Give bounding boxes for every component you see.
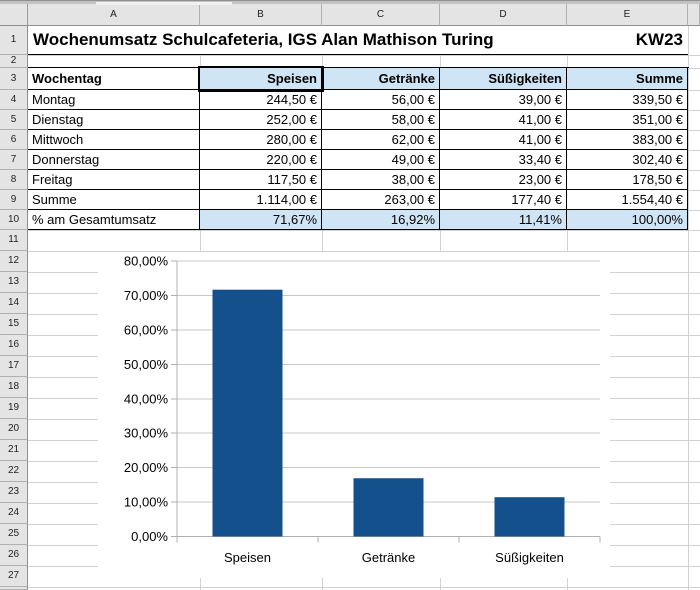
row-header-19[interactable]: 19 (0, 398, 28, 419)
cell-D6[interactable]: 41,00 € (440, 130, 567, 150)
chart-y-tick-label: 80,00% (123, 253, 168, 269)
title-row[interactable] (28, 26, 688, 55)
cell-A3[interactable]: Wochentag (28, 68, 200, 90)
cell-cursor-B3 (198, 66, 324, 92)
cell-B6[interactable]: 280,00 € (200, 130, 322, 150)
cell-D9[interactable]: 177,40 € (440, 190, 567, 210)
sheet-title-cell[interactable]: Wochenumsatz Schulcafeteria, IGS Alan Mathison Turing (33, 30, 494, 49)
chart-category-label: Speisen (224, 550, 271, 565)
cell-B8[interactable]: 117,50 € (200, 170, 322, 190)
chart-y-tick-label: 70,00% (123, 287, 168, 303)
column-header-C[interactable]: C (322, 4, 440, 26)
row-header-23[interactable]: 23 (0, 482, 28, 503)
cell-E3[interactable]: Summe (567, 68, 688, 90)
chart-y-tick-label: 50,00% (123, 356, 168, 372)
cell-E4[interactable]: 339,50 € (567, 90, 688, 110)
cell-E9[interactable]: 1.554,40 € (567, 190, 688, 210)
embedded-chart[interactable] (98, 252, 610, 578)
cell-E7[interactable]: 302,40 € (567, 150, 688, 170)
gridline-horizontal (28, 587, 700, 588)
row-header-5[interactable]: 5 (0, 110, 28, 130)
cell-E10[interactable]: 100,00% (567, 210, 688, 230)
row-header-7[interactable]: 7 (0, 150, 28, 170)
cell-C3[interactable]: Getränke (322, 68, 440, 90)
row-header-17[interactable]: 17 (0, 356, 28, 377)
row-header-9[interactable]: 9 (0, 190, 28, 210)
column-header-A[interactable]: A (28, 4, 200, 26)
row-header-22[interactable]: 22 (0, 461, 28, 482)
row-header-1[interactable]: 1 (0, 26, 28, 55)
row-header-24[interactable]: 24 (0, 503, 28, 524)
chart-y-tick-label: 30,00% (123, 425, 168, 441)
cell-D7[interactable]: 33,40 € (440, 150, 567, 170)
row-header-26[interactable]: 26 (0, 545, 28, 566)
cell-B10[interactable]: 71,67% (200, 210, 322, 230)
toolbar-edge (0, 0, 700, 4)
column-header-D[interactable]: D (440, 4, 567, 26)
chart-y-tick-label: 40,00% (123, 391, 168, 407)
cell-A4[interactable]: Montag (28, 90, 200, 110)
row-header-10[interactable]: 10 (0, 210, 28, 230)
cell-D8[interactable]: 23,00 € (440, 170, 567, 190)
cell-B5[interactable]: 252,00 € (200, 110, 322, 130)
row-header-11[interactable]: 11 (0, 230, 28, 251)
gridline-horizontal (28, 55, 700, 56)
row-header-12[interactable]: 12 (0, 251, 28, 272)
toolbar-edge-notch (96, 2, 232, 5)
row-header-18[interactable]: 18 (0, 377, 28, 398)
cell-D3[interactable]: Süßigkeiten (440, 68, 567, 90)
cell-D4[interactable]: 39,00 € (440, 90, 567, 110)
row-header-13[interactable]: 13 (0, 272, 28, 293)
chart-canvas (98, 252, 610, 578)
row-header-25[interactable]: 25 (0, 524, 28, 545)
cell-B3[interactable]: Speisen (200, 68, 322, 90)
column-header-E[interactable]: E (567, 4, 688, 26)
cell-D10[interactable]: 11,41% (440, 210, 567, 230)
cell-A10[interactable]: % am Gesamtumsatz (28, 210, 200, 230)
chart-category-label: Süßigkeiten (495, 550, 564, 565)
chart-bar-Getränke (354, 478, 424, 536)
chart-y-tick-label: 20,00% (123, 460, 168, 476)
chart-bar-Speisen (213, 290, 283, 537)
week-cell[interactable]: KW23 (635, 30, 683, 49)
cell-C5[interactable]: 58,00 € (322, 110, 440, 130)
row-header-4[interactable]: 4 (0, 90, 28, 110)
cell-E5[interactable]: 351,00 € (567, 110, 688, 130)
chart-y-tick-label: 60,00% (123, 322, 168, 338)
chart-y-tick-label: 0,00% (131, 529, 168, 544)
cell-A5[interactable]: Dienstag (28, 110, 200, 130)
cell-A9[interactable]: Summe (28, 190, 200, 210)
chart-y-tick-label: 10,00% (123, 494, 168, 510)
cell-C8[interactable]: 38,00 € (322, 170, 440, 190)
cell-A7[interactable]: Donnerstag (28, 150, 200, 170)
column-header-next[interactable] (688, 4, 700, 26)
cell-B9[interactable]: 1.114,00 € (200, 190, 322, 210)
cell-C10[interactable]: 16,92% (322, 210, 440, 230)
chart-category-label: Getränke (361, 550, 416, 565)
cell-C9[interactable]: 263,00 € (322, 190, 440, 210)
row-header-20[interactable]: 20 (0, 419, 28, 440)
cell-B4[interactable]: 244,50 € (200, 90, 322, 110)
cell-B7[interactable]: 220,00 € (200, 150, 322, 170)
row-header-14[interactable]: 14 (0, 293, 28, 314)
cell-C4[interactable]: 56,00 € (322, 90, 440, 110)
row-header-2[interactable]: 2 (0, 55, 28, 68)
gridline-horizontal (28, 230, 700, 231)
cell-E8[interactable]: 178,50 € (567, 170, 688, 190)
row-header-21[interactable]: 21 (0, 440, 28, 461)
cell-A8[interactable]: Freitag (28, 170, 200, 190)
cell-C7[interactable]: 49,00 € (322, 150, 440, 170)
row-header-3[interactable]: 3 (0, 68, 28, 90)
column-header-B[interactable]: B (200, 4, 322, 26)
row-header-8[interactable]: 8 (0, 170, 28, 190)
row-header-15[interactable]: 15 (0, 314, 28, 335)
cell-E6[interactable]: 383,00 € (567, 130, 688, 150)
chart-bar-Süßigkeiten (495, 497, 565, 536)
row-header-6[interactable]: 6 (0, 130, 28, 150)
cell-D5[interactable]: 41,00 € (440, 110, 567, 130)
cell-A6[interactable]: Mittwoch (28, 130, 200, 150)
cell-C6[interactable]: 62,00 € (322, 130, 440, 150)
row-header-27[interactable]: 27 (0, 566, 28, 587)
row-header-16[interactable]: 16 (0, 335, 28, 356)
select-all-corner[interactable] (0, 4, 28, 26)
